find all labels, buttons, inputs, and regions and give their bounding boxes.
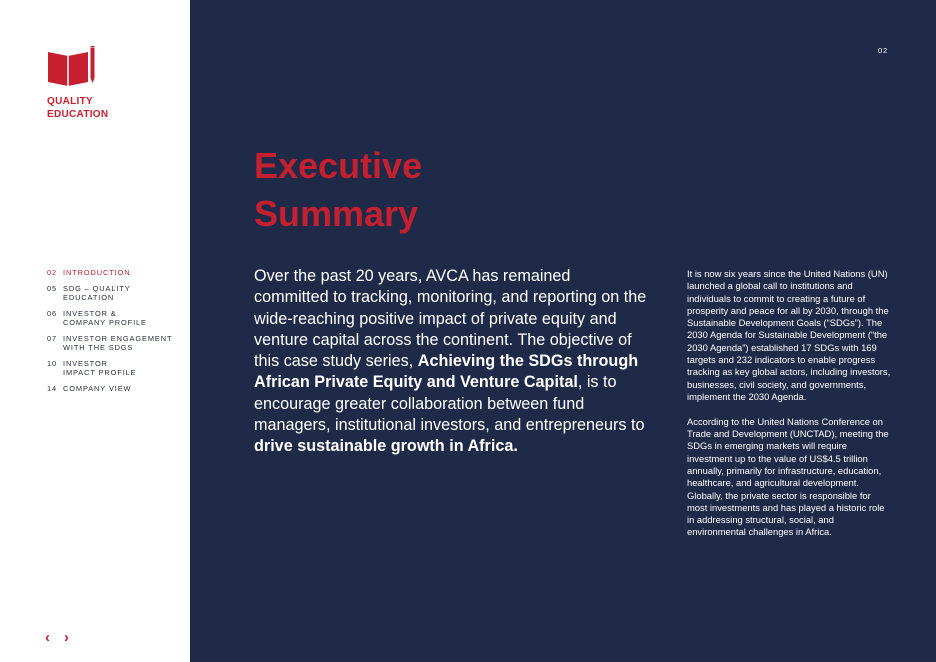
toc-number: 10	[47, 359, 58, 368]
sdg-title	[47, 96, 108, 121]
page-title-line2: Summary	[254, 193, 419, 234]
page-navigation	[45, 630, 69, 645]
book-pencil-icon	[46, 46, 98, 86]
page-title	[254, 142, 422, 238]
toc-label: COMPANY PROFILE	[63, 318, 147, 327]
toc-label: SDG – QUALITY	[63, 284, 131, 293]
sidebar	[0, 0, 190, 662]
toc-item-introduction[interactable]	[47, 268, 172, 277]
chevron-right-icon[interactable]: ›	[64, 629, 69, 646]
side-column	[687, 268, 892, 551]
chevron-left-icon[interactable]: ‹	[45, 629, 50, 646]
lead-bold-series-title: Achieving the SDGs through African Private Equity and Venture Capital	[254, 352, 639, 392]
sdg-title-line1: QUALITY	[47, 96, 93, 107]
toc-label: COMPANY VIEW	[63, 384, 132, 393]
page-number: 02	[878, 46, 888, 55]
toc-number: 14	[47, 384, 58, 393]
lead-text: Over the past 20 years, AVCA has remained committed to tracking, monitoring, and reporting on the wide-reaching positive impact of private equity and venture capital across the continent. The objective of this case study series,	[254, 267, 647, 371]
toc-number: 05	[47, 284, 58, 293]
side-paragraph-1: It is now six years since the United Nations (UN) launched a global call to institutions and individuals to commit to creating a future of prosperity and peace for all by 2030, through the Sustainable Development Goals (“SDGs”). The 2030 Agenda for Sustainable Development (“the 2030 Agenda”) established 17 SDGs with 169 targets and 232 indicators to enable progress tracking as key global actors, including investors, businesses, civil society, and governments, implement the 2030 Agenda.	[687, 268, 891, 402]
toc-item-sdg-quality-education[interactable]	[47, 284, 172, 302]
toc-item-investor-impact-profile[interactable]	[47, 359, 172, 377]
page-title-line1: Executive	[254, 145, 423, 186]
toc-item-investor-engagement[interactable]	[47, 334, 172, 352]
toc-item-investor-company-profile[interactable]	[47, 309, 172, 327]
toc-label: IMPACT PROFILE	[63, 368, 137, 377]
side-paragraph-2: According to the United Nations Conference on Trade and Development (UNCTAD), meeting the SDGs in emerging markets will require investment up to the value of US$4.5 trillion annually, primarily for infrastructure, education, healthcare, and agricultural development. Globally, the private sector is responsible for most investments and has played a historic role in addressing structural, social, and environmental challenges in Africa.	[687, 415, 889, 538]
toc-item-company-view[interactable]	[47, 384, 172, 393]
toc-label: WITH THE SDGS	[63, 343, 134, 352]
toc-label: INTRODUCTION	[63, 268, 131, 277]
lead-paragraph	[254, 266, 649, 458]
toc-number: 07	[47, 334, 58, 343]
toc-label: INVESTOR ENGAGEMENT	[63, 334, 173, 343]
toc-label: EDUCATION	[63, 293, 115, 302]
sdg-title-line2: EDUCATION	[47, 108, 109, 120]
toc-label: INVESTOR &	[63, 309, 117, 318]
toc-label: INVESTOR	[63, 359, 108, 368]
table-of-contents	[47, 268, 172, 400]
toc-number: 02	[47, 268, 58, 277]
toc-number: 06	[47, 309, 58, 318]
lead-text: , is to encourage greater collaboration between fund managers, institutional investors, and entrepreneurs to	[254, 373, 645, 435]
lead-bold-goal: drive sustainable growth in Africa.	[254, 437, 518, 456]
